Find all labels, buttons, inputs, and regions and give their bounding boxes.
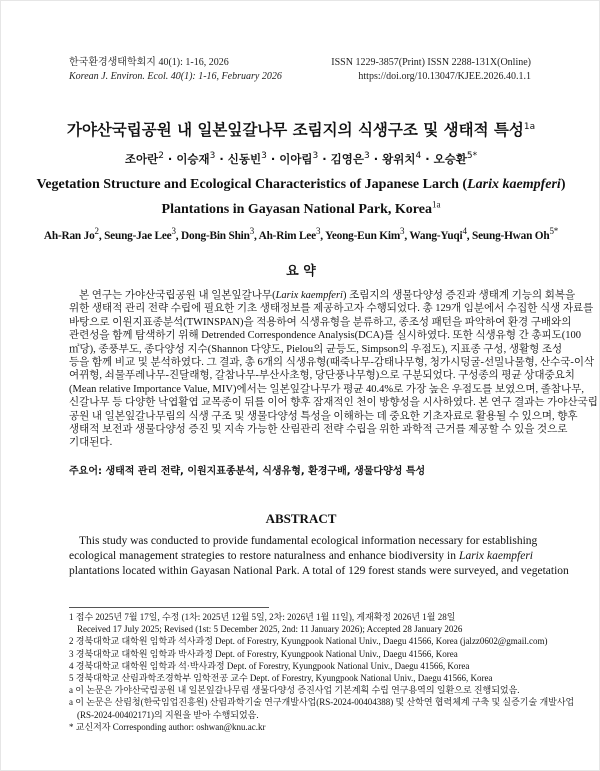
journal-citation-kr: 한국환경생태학회지 40(1): 1-16, 2026 — [69, 57, 229, 68]
author-separator: · — [215, 152, 228, 166]
author-separator: , — [175, 230, 182, 242]
title-en-species: Larix kaempferi — [467, 177, 561, 192]
issn: ISSN 1229-3857(Print) ISSN 2288-131X(Online) — [331, 57, 531, 68]
text-line — [69, 423, 568, 436]
text-segment: 신갈나무 등 다양한 낙엽활엽 교목종이 뒤를 이어 향후 잠재적인 천이 방향성을 시사하였다. 본 연구 결과는 가야산국립 — [69, 397, 598, 409]
author-separator: · — [163, 152, 177, 166]
author-affiliation-mark: 3 — [315, 226, 321, 237]
text-line — [69, 343, 563, 356]
title-footnote-mark: 1a — [523, 121, 536, 132]
summary-korean-body — [69, 289, 598, 450]
text-segment: ) 조림지의 생물다양성 증진과 생태계 기능의 회복을 — [342, 290, 576, 301]
author-affiliation-mark: 3 — [209, 151, 216, 162]
footnote: 2 경북대학교 대학원 임학과 석사과정 Dept. of Forestry, Kyungpook National Univ., Daegu 41566, Korea (jalzz0602@gmail.com) — [69, 636, 548, 647]
author-name: 신동빈 — [227, 152, 262, 166]
species-name: Larix kaempferi — [275, 290, 343, 301]
text-segment: 등을 함께 비교 및 분석하였다. 그 결과, 총 6개의 식생유형(때죽나무-감태나무형, 청가시덩굴-선밀나물형, 산수국-이삭 — [69, 356, 595, 368]
text-segment: 공원 내 일본잎갈나무림의 식생 구조 및 생물다양성 특성을 이해하는 데 중요한 기초자료로 활용될 수 있으며, 향후 — [69, 410, 578, 422]
footnote-divider — [69, 607, 269, 608]
author-separator: , — [320, 230, 326, 242]
text-line — [69, 369, 575, 382]
author-affiliation-mark: 3 — [312, 151, 319, 162]
author-affiliation-mark: 4 — [462, 226, 467, 237]
author-separator: · — [266, 152, 280, 166]
text-segment: 여뀌형, 쇠물푸레나무-진달래형, 갈참나무-부산사초형, 당단풍나무형)으로 구분되었다. 구성종의 평균 상대중요치 — [69, 370, 575, 382]
author-separator: , — [254, 230, 259, 242]
author-name: Dong-Bin Shin — [181, 230, 250, 242]
authors-english — [1, 226, 600, 242]
text-line — [69, 436, 533, 449]
author-separator: · — [318, 152, 331, 166]
title-en-part: ) — [560, 177, 566, 192]
issn-doi — [331, 56, 531, 84]
author-affiliation-mark: 3 — [249, 226, 255, 237]
title-en-footnote-mark: 1a — [431, 199, 441, 210]
text-segment: This study was conducted to provide fundamental ecological information necessary for establishing — [79, 535, 538, 547]
footnote: a 이 논문은 가야산국립공원 내 일본잎갈나무림 생물다양성 증진사업 기본계획 수립 연구용역의 일환으로 진행되었음. — [69, 685, 520, 696]
footnote: 3 경북대학교 대학원 임학과 박사과정 Dept. of Forestry, Kyungpook National Univ., Daegu 41566, Korea — [69, 648, 458, 659]
text-segment: 본 연구는 가야산국립공원 내 일본잎갈나무( — [79, 290, 276, 301]
authors-korean — [1, 151, 600, 167]
author-separator: , — [466, 230, 473, 242]
text-line — [69, 316, 572, 329]
author-name: Seung-Jae Lee — [104, 230, 172, 242]
text-segment: 위한 생태적 관리 전략 수립에 필요한 기초 생태정보를 제공하고자 수행되었다. 총 129개 임분에서 수집한 식생 자료를 — [69, 303, 594, 315]
text-line — [69, 549, 533, 564]
footnote: a 이 논문은 산림청(한국임업진흥원) 산림과학기술 연구개발사업(RS-2024-00404388) 및 산학연 협력체계 구축 및 실증기술 개발사업 — [69, 697, 575, 708]
journal-citation-en: Korean J. Environ. Ecol. 40(1): 1-16, February 2026 — [69, 71, 282, 82]
author-affiliation-mark: 2 — [94, 226, 99, 237]
title-korean-text: 가야산국립공원 내 일본잎갈나무 조림지의 식생구조 및 생태적 특성 — [66, 121, 524, 139]
author-affiliation-mark: 5* — [466, 151, 478, 162]
author-affiliation-mark: 2 — [158, 151, 164, 162]
text-line — [69, 329, 582, 342]
author-name: Seung-Hwan Oh — [472, 230, 550, 242]
author-name: 왕위치 — [382, 152, 416, 166]
footnote: 5 경북대학교 산림과학조경학부 임학전공 교수 Dept. of Forestry, Kyungpook National Univ., Daegu 41566, Korea — [69, 672, 493, 683]
footnote: 1 접수 2025년 7월 17일, 수정 (1차: 2025년 12월 5일, 2차: 2026년 1월 11일), 게재확정 2026년 1월 28일 — [69, 612, 456, 622]
author-affiliation-mark: 4 — [415, 151, 422, 162]
species-name: Larix kaempferi — [459, 550, 533, 562]
title-en-part: Vegetation Structure and Ecological Characteristics of Japanese Larch ( — [36, 177, 468, 192]
text-segment: 기대된다. — [69, 437, 113, 449]
summary-heading: 요 약 — [286, 264, 316, 279]
author-separator: , — [404, 230, 410, 242]
text-segment: ecological management strategies to restore naturalness and enhance biodiversity in — [69, 550, 460, 562]
text-line — [69, 564, 569, 579]
text-line — [69, 534, 538, 549]
author-name: 이승재 — [176, 152, 210, 166]
text-segment: (Mean relative Importance Value, MIV)에서는 일본잎갈나무가 평균 40.4%로 가장 높은 우점도를 보였으며, 졸참나무, — [69, 383, 584, 395]
author-name: Ah-Rim Lee — [258, 230, 316, 242]
title-korean — [1, 118, 600, 140]
footnote: 4 경북대학교 대학원 임학과 석·박사과정 Dept. of Forestry, Kyungpook National Univ., Daegu 41566, Korea — [69, 660, 470, 671]
author-name: 이아림 — [279, 152, 313, 166]
text-line — [69, 302, 594, 315]
author-affiliation-mark: 5* — [549, 226, 559, 237]
author-separator: · — [421, 152, 434, 166]
footnote: (RS-2024-00402171)의 지원을 받아 수행되었음. — [77, 709, 259, 720]
title-english-line1 — [1, 177, 600, 193]
text-line — [69, 383, 584, 396]
text-segment: 생태적 보전과 생물다양성 증진 및 지속 가능한 산림관리 전략 수립을 위한 과학적 근거를 제공할 수 있을 것으로 — [69, 423, 568, 435]
author-name: 김영은 — [330, 152, 364, 166]
author-separator: · — [369, 152, 383, 166]
footnotes — [69, 611, 575, 733]
text-segment: plantations located within Gayasan National Park. A total of 129 forest stands were surveyed, and vegetation — [69, 565, 569, 577]
abstract-english-body — [69, 534, 569, 579]
text-segment: 바탕으로 이원지표종분석(TWINSPAN)을 적용하여 식생유형을 분류하고, 종조성 패턴을 파악하여 환경 구배와의 — [69, 316, 572, 328]
title-english-line2 — [1, 199, 600, 218]
author-name: 오승환 — [433, 152, 467, 166]
author-name: Wang-Yuqi — [409, 230, 463, 242]
abstract-heading: ABSTRACT — [265, 511, 337, 526]
text-line — [69, 289, 576, 302]
doi-link[interactable]: https://doi.org/10.13047/KJEE.2026.40.1.1 — [358, 71, 531, 82]
author-name: Ah-Ran Jo — [43, 230, 95, 242]
author-name: Yeong-Eun Kim — [325, 230, 401, 242]
title-en-part: Plantations in Gayasan National Park, Korea — [161, 202, 432, 217]
text-line — [69, 410, 578, 423]
author-affiliation-mark: 3 — [261, 151, 267, 162]
journal-citation — [69, 56, 282, 84]
text-segment: 관련성을 함께 탐색하기 위해 Detrended Correspondence Analysis(DCA)를 실시하였다. 또한 식생유형 간 총피도(100 — [69, 330, 582, 342]
author-affiliation-mark: 3 — [400, 226, 405, 237]
author-separator: , — [98, 230, 105, 242]
text-line — [69, 396, 598, 409]
text-segment: ㎡당), 종풍부도, 종다양성 지수(Shannon 다양도, Pielou의 균등도, Simpson의 우점도), 지표종 구성, 생활형 조성 — [69, 343, 563, 355]
footnote: Received 17 July 2025; Revised (1st: 5 December 2025, 2nd: 11 January 2026); Accepted 28 January 2026 — [77, 624, 463, 635]
author-affiliation-mark: 3 — [171, 226, 176, 237]
author-name: 조아란 — [124, 152, 159, 166]
author-affiliation-mark: 3 — [364, 151, 370, 162]
keywords-korean: 주요어: 생태적 관리 전략, 이원지표종분석, 식생유형, 환경구배, 생물다양성 특성 — [69, 466, 426, 477]
text-line — [69, 356, 595, 369]
footnote: * 교신저자 Corresponding author: oshwan@knu.ac.kr — [69, 721, 266, 732]
